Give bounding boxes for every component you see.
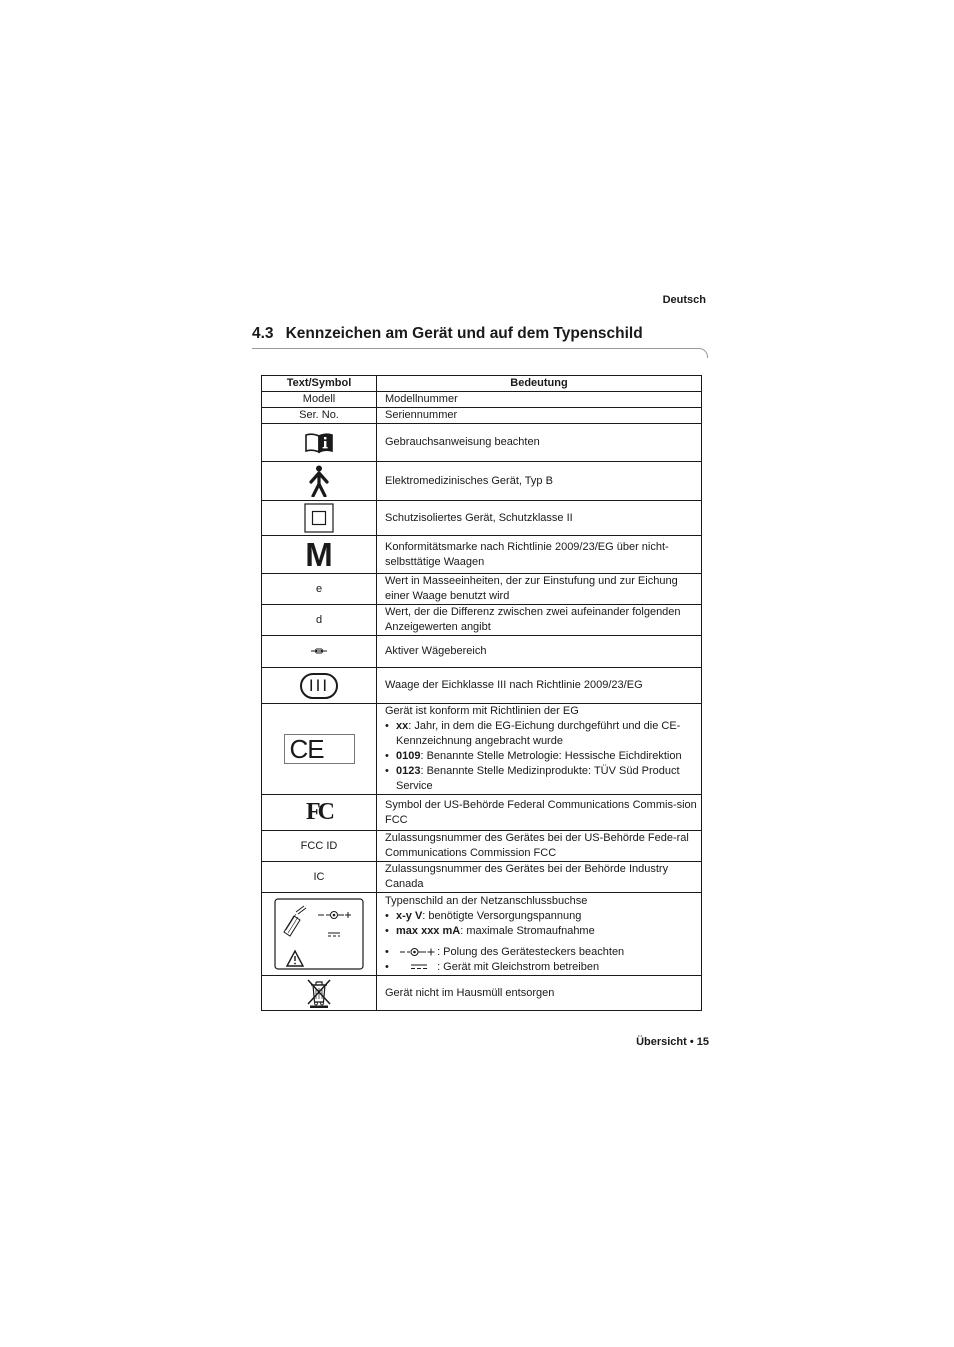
table-row xyxy=(262,424,702,462)
table-row xyxy=(262,704,702,795)
section-number: 4.3 xyxy=(252,325,274,342)
meaning-text: Typenschild an der Netzanschlussbuchse xyxy=(385,894,588,907)
polarity-icon xyxy=(399,946,437,958)
page-footer: Übersicht • 15 xyxy=(636,1036,709,1048)
table-row xyxy=(262,893,702,976)
table-row xyxy=(262,392,702,408)
symbol-cell xyxy=(262,976,377,1011)
meaning-cell: Wert in Masseeinheiten, der zur Einstufung und zur Eichung einer Waage benutzt wird xyxy=(377,574,702,605)
ce-mark-icon: CE xyxy=(289,734,324,764)
meaning-cell: Gebrauchsanweisung beachten xyxy=(377,424,702,462)
weighing-range-icon xyxy=(310,647,328,655)
list-item xyxy=(385,764,701,794)
meaning-text: Gerät ist konform mit Richtlinien der EG xyxy=(385,705,579,717)
section-title: Kennzeichen am Gerät und auf dem Typenschild xyxy=(285,325,643,342)
section-heading xyxy=(252,325,643,343)
meaning-cell: Elektromedizinisches Gerät, Typ B xyxy=(377,462,702,501)
symbol-cell: Ser. No. xyxy=(262,408,377,424)
list-item xyxy=(385,719,701,749)
weee-bin-icon xyxy=(305,978,333,1008)
bullet-text: : Polung des Gerätesteckers beachten xyxy=(437,945,625,958)
table-row xyxy=(262,408,702,424)
table-row xyxy=(262,668,702,704)
meaning-cell: Aktiver Wägebereich xyxy=(377,636,702,668)
table-row xyxy=(262,605,702,636)
bullet-term: 0109 xyxy=(396,750,421,762)
meaning-cell: Seriennummer xyxy=(377,408,702,424)
symbol-cell xyxy=(262,668,377,704)
symbol-cell: IC xyxy=(262,862,377,893)
bullet-text: : Gerät mit Gleichstrom betreiben xyxy=(437,960,600,973)
accuracy-class-iii-icon: III xyxy=(300,673,338,699)
meaning-cell xyxy=(377,704,702,795)
language-label: Deutsch xyxy=(662,294,706,306)
table-row xyxy=(262,862,702,893)
table-row xyxy=(262,636,702,668)
table-row xyxy=(262,536,702,574)
table-row xyxy=(262,976,702,1011)
bullet-text: : Benannte Stelle Metrologie: Hessische Eichdirektion xyxy=(420,750,682,762)
symbol-cell xyxy=(262,636,377,668)
table-row xyxy=(262,462,702,501)
power-socket-label-icon xyxy=(274,898,364,970)
symbol-cell xyxy=(262,795,377,831)
table-row xyxy=(262,795,702,831)
list-item xyxy=(385,924,701,939)
symbol-cell xyxy=(262,462,377,501)
symbol-cell: FCC ID xyxy=(262,831,377,862)
bullet-text: : Benannte Stelle Medizinprodukte: TÜV Süd Product Service xyxy=(396,765,680,792)
table-row xyxy=(262,574,702,605)
symbol-cell xyxy=(262,501,377,536)
bullet-term: x-y V xyxy=(396,909,423,922)
meaning-cell: Zulassungsnummer des Gerätes bei der US-Behörde Fede-ral Communications Commission FCC xyxy=(377,831,702,862)
bullet-term: xx xyxy=(396,720,409,732)
column-header-meaning: Bedeutung xyxy=(377,376,702,392)
instructions-book-icon xyxy=(304,432,334,454)
meaning-cell: Zulassungsnummer des Gerätes bei der Behörde Industry Canada xyxy=(377,862,702,893)
direct-current-icon xyxy=(399,961,437,973)
socket-bullet-list xyxy=(385,909,701,975)
meaning-cell xyxy=(377,893,702,976)
metrology-m-icon: M xyxy=(305,536,333,573)
table-header-row xyxy=(262,376,702,392)
list-item xyxy=(385,960,701,975)
ce-mark-plate xyxy=(284,734,355,764)
type-b-person-icon xyxy=(308,465,330,497)
symbol-cell: d xyxy=(262,605,377,636)
meaning-cell: Modellnummer xyxy=(377,392,702,408)
symbol-cell xyxy=(262,424,377,462)
bullet-term: max xxx mA xyxy=(396,924,461,937)
symbol-cell xyxy=(262,536,377,574)
bullet-text: : maximale Stromaufnahme xyxy=(460,924,595,937)
table-row xyxy=(262,831,702,862)
symbol-cell: Modell xyxy=(262,392,377,408)
bullet-text: : benötigte Versorgungspannung xyxy=(422,909,582,922)
heading-rule xyxy=(252,348,700,349)
table-row xyxy=(262,501,702,536)
meaning-cell: Gerät nicht im Hausmüll entsorgen xyxy=(377,976,702,1011)
symbol-table xyxy=(261,375,702,1011)
symbol-cell: e xyxy=(262,574,377,605)
column-header-symbol: Text/Symbol xyxy=(262,376,377,392)
fcc-logo-icon: FC xyxy=(306,798,332,825)
meaning-cell: Symbol der US-Behörde Federal Communications Commis-sion FCC xyxy=(377,795,702,831)
meaning-cell: Wert, der die Differenz zwischen zwei aufeinander folgenden Anzeigewerten angibt xyxy=(377,605,702,636)
bullet-term: 0123 xyxy=(396,765,421,777)
meaning-cell: Schutzisoliertes Gerät, Schutzklasse II xyxy=(377,501,702,536)
heading-rule-curve xyxy=(698,348,708,358)
protection-class-ii-icon xyxy=(304,503,334,533)
meaning-cell: Konformitätsmarke nach Richtlinie 2009/23/EG über nicht-selbsttätige Waagen xyxy=(377,536,702,574)
symbol-cell xyxy=(262,704,377,795)
bullet-text: : Jahr, in dem die EG-Eichung durchgeführt und die CE-Kennzeichnung angebracht wurde xyxy=(396,720,681,747)
list-item xyxy=(385,749,701,764)
ce-bullet-list xyxy=(385,719,701,794)
symbol-cell xyxy=(262,893,377,976)
list-item xyxy=(385,909,701,924)
meaning-cell: Waage der Eichklasse III nach Richtlinie 2009/23/EG xyxy=(377,668,702,704)
list-item xyxy=(385,945,701,960)
